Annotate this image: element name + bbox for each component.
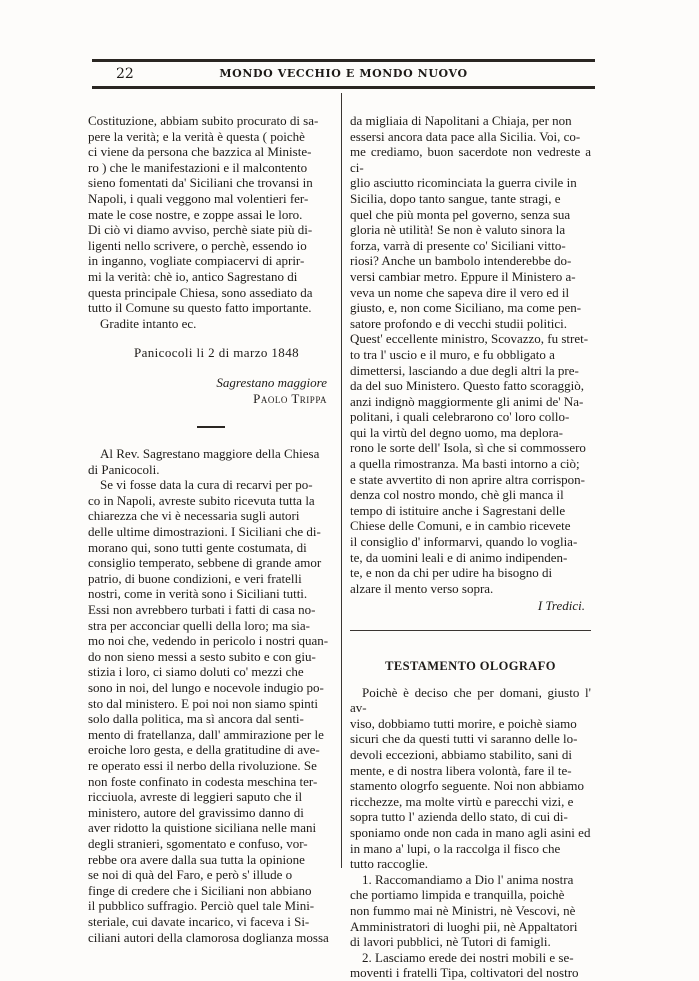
section-title: TESTAMENTO OLOGRAFO (385, 659, 556, 673)
text-line: ciliani autori della clamorosa doglianza mossa (88, 929, 329, 945)
text-line: mento di fratellanza, dall' ammirazione per le (88, 726, 324, 742)
letter-two-body (88, 477, 333, 945)
signature-i-tredici: I Tredici. (537, 598, 585, 614)
text-line: il pubblico suffragio. Perciò quel tale Mini- (88, 898, 315, 914)
text-line: mo noi che, vedendo in pericolo i nostri quan- (88, 633, 329, 649)
text-line: in inganno, vogliate compiacervi di aprir- (88, 253, 305, 269)
text-line: a quella rimostranza. Ma basti intorno a ciò; (350, 456, 580, 472)
text-line: moventi i fratelli Tipa, coltivatori del nostro (350, 965, 579, 981)
text-line: 2. Lasciamo erede dei nostri mobili e se- (362, 949, 574, 965)
text-line: che portiamo limpida e tranquilla, poichè (350, 887, 565, 903)
letter-two-address (88, 446, 333, 477)
text-line: stamento ologrfo seguente. Noi non abbiamo (350, 778, 584, 794)
text-line: da del suo Ministero. Questo fatto scoraggiò, (350, 378, 584, 394)
text-line: nostri, come in verità sono i Siciliani tutti. (88, 586, 308, 602)
text-line: finge di credere che i Siciliani non abbiano (88, 882, 312, 898)
text-line: non foste confinato in codesta meschina ter- (88, 773, 318, 789)
signature-name: Paolo Trippa (253, 390, 327, 406)
text-line: mate le cose nostre, e zoppe assai le loro. (88, 206, 303, 222)
left-column (88, 113, 333, 945)
text-line: di lavori pubblici, nè Tutori di famigli. (350, 934, 551, 950)
letter-one-body (88, 113, 333, 316)
page-number: 22 (116, 66, 134, 82)
text-line: ligenti nello scrivere, o perchè, essendo io (88, 237, 307, 253)
text-line: mente, e di nostra libera volontà, fare il te- (350, 762, 572, 778)
text-line: politani, i quali celebrarono co' loro collo- (350, 409, 570, 425)
text-line: sponiamo onde non cada in mano agli asini ed (350, 824, 591, 840)
text-line: alzare il mento verso sopra. (350, 580, 494, 596)
text-line: anzi indignò maggiormente gli animi de' Na- (350, 393, 584, 409)
text-line: forza, varrà di presente co' Siciliani vitto- (350, 237, 566, 253)
text-line: Napoli, i quali veggono mal volentieri fer- (88, 190, 309, 206)
text-line: essersi ancora data pace alla Sicilia. Voi, co- (350, 128, 581, 144)
text-line: solo dalla politica, ma sì ancora dal senti- (88, 711, 304, 727)
text-line: gloria nè utilità! Se non è valuto sinora la (350, 222, 566, 238)
text-line: Chiese delle Comuni, e in cambio ricevete (350, 518, 571, 534)
column-divider (341, 93, 342, 868)
letter-dateline: Panicocoli li 2 di marzo 1848 (133, 345, 300, 361)
text-line: morano qui, sono tutti gente costumata, di (88, 539, 307, 555)
text-line: e state avvertito di non aprire altra corrispon- (350, 471, 585, 487)
text-line: consiglio temperato, sebbene di grande amor (88, 555, 322, 571)
separator-rule (197, 426, 225, 428)
text-line: giusto, e, non come Siciliano, ma come pen- (350, 300, 582, 316)
text-line: devoli eccezioni, abbiamo stabilito, sani di (350, 746, 573, 762)
text-line: veva un nome che sapeva dire il vero ed il (350, 284, 570, 300)
text-line: eroiche loro gesta, e della gratitudine di ave- (88, 742, 320, 758)
text-line: ricciuola, avreste di leggieri saputo che il (88, 789, 303, 805)
text-line: viso, dobbiamo tutti morire, e poichè siamo (350, 715, 577, 731)
text-line: rebbe ora avere dalla sua tutta la opinione (88, 851, 305, 867)
text-line: quel che più monta pel governo, senza sua (350, 206, 571, 222)
text-line: rono le sorte dell' Isola, sì che si commossero (350, 440, 586, 456)
text-line: versi cambiar metro. Eppure il Ministero a- (350, 268, 576, 284)
letter-closing: Gradite intanto ec. (100, 315, 197, 331)
text-line: aver ridotto la quistione siciliana nelle mani (88, 820, 317, 836)
text-line: Di ciò vi diamo avviso, perchè siate più di- (88, 222, 313, 238)
text-line: chiarezza che vi è necessaria sugli autori (88, 508, 300, 524)
text-line: glio asciutto ricominciata la guerra civile in (350, 175, 577, 191)
text-line: sieno fomentati da' Siciliani che trovansi in (88, 175, 313, 191)
text-line: delle ultime dimostrazioni. I Siciliani che di- (88, 524, 321, 540)
text-line: non fummo mai nè Ministri, nè Vescovi, nè (350, 902, 576, 918)
text-line: ministero, autore del gravissimo danno di (88, 804, 304, 820)
text-line: Costituzione, abbiam subito procurato di sa- (88, 113, 319, 128)
text-line: ro ) che le manifestazioni e il malcontento (88, 159, 308, 175)
text-line: il consiglio d' informarvi, quando lo voglia- (350, 534, 578, 550)
text-line: 1. Raccomandiamo a Dio l' anima nostra (362, 871, 574, 887)
text-line: tutto raccoglie. (350, 856, 428, 872)
text-line: degli stranieri, sgomentato e confuso, vor- (88, 835, 308, 851)
text-line: qui la virtù del degno uomo, ma deplora- (350, 424, 564, 440)
text-line: sono in noi, del lungo e nocevole indugio po- (88, 680, 324, 695)
text-line: te, da uomini leali e di animo indipenden- (350, 549, 568, 565)
text-line: tutto il Comune su questo fatto importante. (88, 300, 312, 316)
running-title: MONDO VECCHIO E MONDO NUOVO (219, 67, 468, 80)
signature-role: Sagrestano maggiore (216, 374, 327, 390)
text-line: stizia i loro, ci siamo doluti co' mezzi che (88, 664, 304, 680)
text-line: Amministratori di luoghi pii, nè Appaltatori (350, 918, 578, 934)
text-line: re operato essi il nerbo della rivoluzione. Se (88, 757, 317, 773)
text-line: sicuri che da questi tutti vi saranno delle lo- (350, 731, 578, 747)
testament-item-two (350, 950, 591, 981)
testament-item-one (350, 872, 591, 950)
page-header (92, 66, 595, 82)
text-line: di Panicocoli. (88, 461, 160, 477)
text-line: te, e non da chi per udire ha bisogno di (350, 565, 553, 581)
header-bottom-rule (92, 86, 595, 89)
header-top-rule (92, 59, 595, 62)
text-line: stra per acconciar quelli della loro; ma sia- (88, 617, 310, 633)
text-line: do non sieno messi a sesto subito e con giu- (88, 648, 316, 664)
text-line: ricchezze, ma molte virtù e parecchi vizi, e (350, 793, 574, 809)
text-line: Quest' eccellente ministro, Scovazzo, fu stret- (350, 331, 589, 347)
text-line: co in Napoli, avreste subito ricevuta tutta la (88, 492, 315, 508)
text-line: se noi di quà del Faro, e però s' illude o (88, 867, 293, 883)
letter-two-continuation (350, 113, 591, 596)
text-line: me crediamo, buon sacerdote non vedreste a ci- (350, 144, 591, 175)
text-line: Sicilia, dopo tanto sangue, tante stragi, e (350, 190, 561, 206)
text-line: Essi non avrebbero turbati i fatti di casa no- (88, 602, 316, 618)
text-line: ci viene da persona che bazzica al Ministe- (88, 144, 312, 160)
text-line: Poichè è deciso che per domani, giusto l' av- (350, 684, 591, 716)
text-line: patrio, di buone condizioni, e veri fratelli (88, 570, 302, 586)
text-line: da migliaia di Napolitani a Chiaja, per non (350, 113, 572, 128)
testament-intro (350, 685, 591, 872)
text-line: steriale, cui davate incarico, vi faceva i Si- (88, 913, 310, 929)
text-line: dimettersi, lasciando a due degli altri la pre- (350, 362, 579, 378)
text-line: denza col nostro mondo, chè gli manca il (350, 487, 564, 503)
text-line: sto dal ministero. E poi noi non siamo spinti (88, 695, 319, 711)
text-line: pere la verità; e la verità è questa ( poichè (88, 128, 305, 144)
text-line: mi la verità: chè io, antico Sagrestano di (88, 268, 298, 284)
text-line: Se vi fosse data la cura di recarvi per po- (100, 477, 313, 493)
text-line: to tra l' uscio e il muro, e fu obbligato a (350, 346, 555, 362)
text-line: riosi? Anche un bambolo intenderebbe do- (350, 253, 572, 269)
right-column (350, 113, 591, 981)
text-line: questa principale Chiesa, sono assediato da (88, 284, 313, 300)
text-line: Al Rev. Sagrestano maggiore della Chiesa (100, 446, 320, 462)
text-line: in mano a' lupi, o la raccolga il fisco che (350, 840, 561, 856)
text-line: sopra tutto l' azienda dello stato, di cui di- (350, 809, 568, 825)
text-line: satore profondo e di vecchi studii politici. (350, 315, 567, 331)
text-line: tempo di istituire anche i Sagrestani delle (350, 502, 566, 518)
